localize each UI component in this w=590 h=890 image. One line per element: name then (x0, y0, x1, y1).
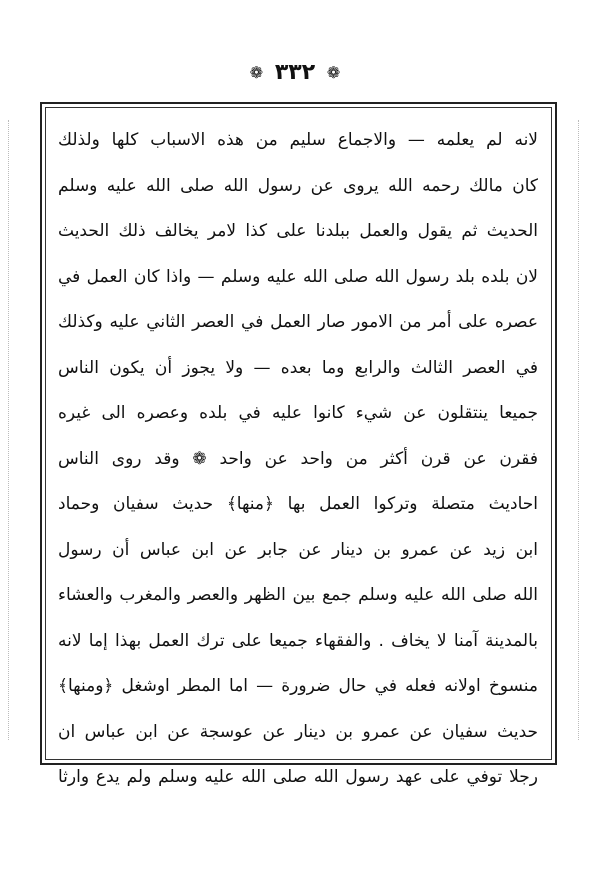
text-line: بالمدينة آمنا لا يخاف . والفقهاء جميعا على ترك العمل بهذا إما لانه (58, 630, 538, 651)
text-line: حديث سفيان عن عمرو بن دينار عن عوسجة عن ابن عباس ان (58, 721, 538, 742)
text-line: ابن زيد عن عمرو بن دينار عن جابر عن ابن عباس أن رسول (58, 539, 538, 560)
right-margin-dots (578, 120, 581, 740)
header-ornament-right-icon: ❁ (326, 63, 341, 82)
text-line: فقرن عن قرن أكثر من واحد عن واحد ❁ وقد روى الناس (58, 448, 538, 469)
text-line: احاديث متصلة وتركوا العمل بها ﴿منها﴾ حديث سفيان وحماد (58, 494, 538, 514)
text-line: الله صلى الله عليه وسلم جمع بين الظهر والعصر والمغرب والعشاء (58, 585, 538, 605)
text-line: منسوخ اولانه فعله في حال ضرورة — اما المطر اوشغل ﴿ومنها﴾ (58, 676, 538, 696)
text-line: جميعا ينتقلون عن شيء كانوا عليه في بلده وعصره الى غيره (58, 403, 538, 423)
left-margin-dots (8, 120, 11, 740)
text-line: كان مالك رحمه الله يروى عن رسول الله صلى الله عليه وسلم (58, 175, 538, 196)
text-line: الحديث ثم يقول والعمل ببلدنا على كذا لامر يخالف ذلك الحديث (58, 221, 538, 241)
text-line: لانه لم يعلمه — والاجماع سليم من هذه الاسباب كلها ولذلك (58, 130, 538, 150)
header-ornament-left-icon: ❁ (249, 63, 264, 82)
text-line: في العصر الثالث والرابع وما بعده — ولا يجوز أن يكون الناس (58, 357, 538, 378)
body-text (58, 118, 538, 787)
page-number: ٣٣٢ (274, 60, 316, 85)
text-line: لان بلده بلد رسول الله صلى الله عليه وسلم — واذا كان العمل في (58, 266, 538, 287)
text-line: عصره على أمر من الامور صار العمل في العصر الثاني عليه وكذلك (58, 312, 538, 332)
text-line: رجلا توفي على عهد رسول الله صلى الله عليه وسلم ولم يدع وارثا (58, 767, 538, 787)
page-header (0, 58, 590, 88)
